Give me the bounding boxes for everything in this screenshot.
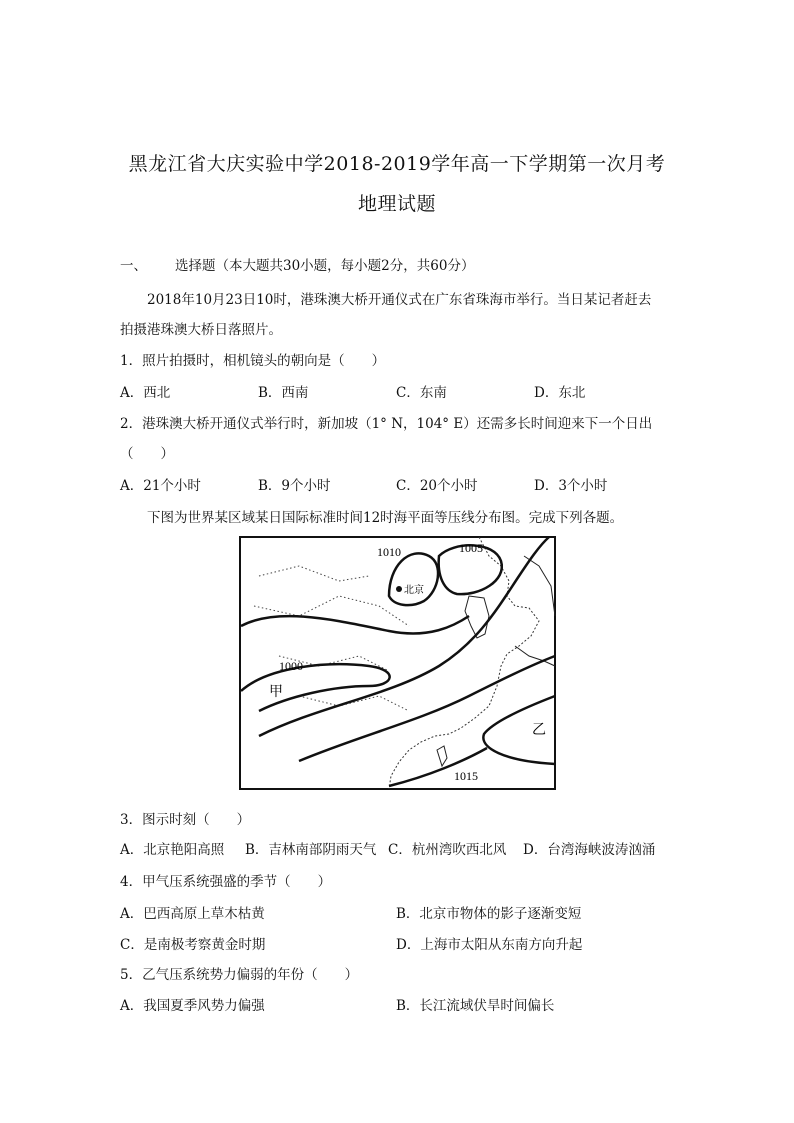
section-label: 选择题（本大题共30小题，每小题2分，共60分） (175, 258, 475, 274)
label-1005: 1005 (459, 541, 483, 555)
option-a: A．北京艳阳高照 (120, 842, 225, 858)
option-b: B．9个小时 (258, 478, 331, 494)
label-jia: 甲 (269, 684, 283, 700)
question-stem: 5．乙气压系统势力偏弱的年份（ ） (120, 967, 359, 983)
question-stem: 4．甲气压系统强盛的季节（ ） (120, 874, 332, 890)
isobar-map (239, 536, 556, 790)
option-d: D．东北 (534, 385, 586, 401)
option-b: B．北京市物体的影子逐渐变短 (396, 906, 582, 922)
option-a: A．西北 (120, 385, 171, 401)
option-c: C．东南 (396, 385, 447, 401)
label-beijing: 北京 (404, 585, 424, 596)
page-subtitle: 地理试题 (357, 193, 436, 215)
option-c: C．20个小时 (396, 478, 478, 494)
passage-line: 2018年10月23日10时，港珠澳大桥开通仪式在广东省珠海市举行。当日某记者赶去 (147, 292, 652, 308)
option-a: A．21个小时 (120, 478, 201, 494)
passage-line: 拍摄港珠澳大桥日落照片。 (120, 322, 282, 338)
passage-line: 下图为世界某区域某日国际标准时间12时海平面等压线分布图。完成下列各题。 (147, 510, 624, 526)
option-d: D．上海市太阳从东南方向升起 (396, 937, 583, 953)
option-d: D．台湾海峡波涛汹涌 (523, 842, 656, 858)
option-c: C．是南极考察黄金时期 (120, 937, 266, 953)
question-stem-continued: （ ） (120, 446, 174, 462)
option-c: C．杭州湾吹西北风 (388, 842, 507, 858)
section-number: 一、 (120, 258, 147, 274)
label-yi: 乙 (532, 722, 546, 738)
beijing-marker (396, 586, 402, 592)
option-a: A．巴西高原上草木枯黄 (120, 906, 265, 922)
option-b: B．吉林南部阴雨天气 (245, 842, 377, 858)
question-stem: 2．港珠澳大桥开通仪式举行时，新加坡（1° N，104° E）还需多长时间迎来下一个日出 (120, 416, 653, 432)
question-stem: 3．图示时刻（ ） (120, 812, 251, 828)
label-1015: 1015 (454, 769, 478, 783)
option-b: B．长江流域伏旱时间偏长 (396, 998, 555, 1014)
option-b: B．西南 (258, 385, 309, 401)
option-a: A．我国夏季风势力偏强 (120, 998, 265, 1014)
option-d: D．3个小时 (534, 478, 608, 494)
page-title: 黑龙江省大庆实验中学2018-2019学年高一下学期第一次月考 (128, 153, 666, 175)
question-stem: 1．照片拍摄时，相机镜头的朝向是（ ） (120, 353, 386, 369)
label-1000: 1000 (279, 659, 303, 673)
label-1010: 1010 (377, 545, 401, 559)
